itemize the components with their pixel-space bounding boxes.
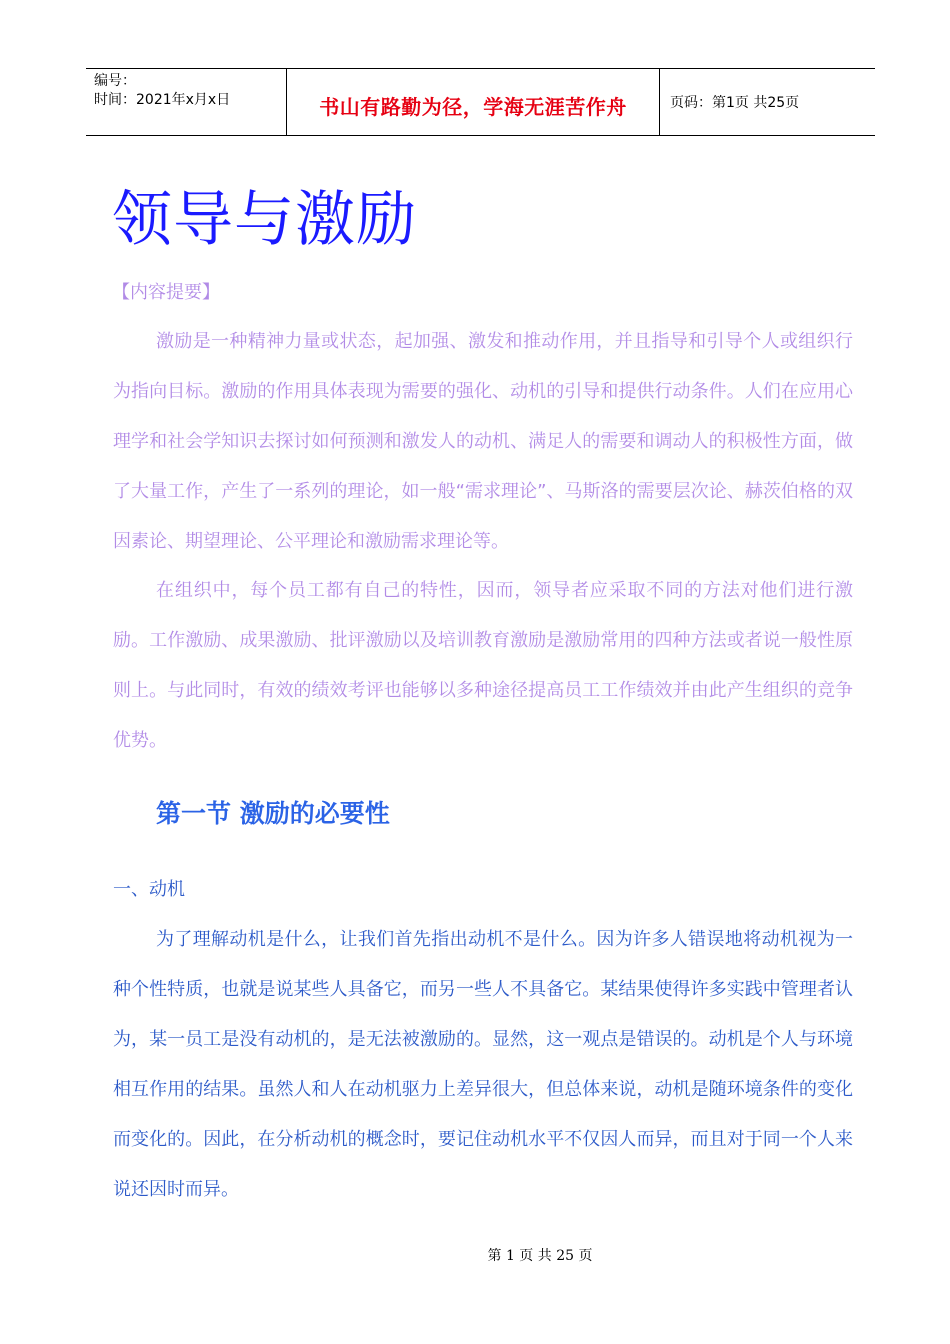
section-title: 第一节 激励的必要性 <box>156 799 390 828</box>
subsection-heading: 一、动机 <box>113 879 185 900</box>
summary-paragraph-1: 激励是一种精神力量或状态，起加强、激发和推动作用，并且指导和引导个人或组织行为指向目标。激励的作用具体表现为需要的强化、动机的引导和提供行动条件。人们在应用心理学和社会学知识去探讨如何预测和激发人的动机、满足人的需要和调动人的积极性方面，做了大量工作，产生了一系列的理论，如一般“需求理论”、马斯洛的需要层次论、赫茨伯格的双因素论、期望理论、公平理论和激励需求理论等。 <box>113 331 853 552</box>
document-time-label: 时间：2021年x月x日 <box>94 92 231 108</box>
summary-label: 【内容提要】 <box>112 282 220 303</box>
header-middle-cell <box>286 69 660 135</box>
summary-paragraph-2: 在组织中，每个员工都有自己的特性，因而，领导者应采取不同的方法对他们进行激励。工作激励、成果激励、批评激励以及培训教育激励是激励常用的四种方法或者说一般性原则上。与此同时，有效的绩效考评也能够以多种途径提高员工工作绩效并由此产生组织的竞争优势。 <box>113 580 853 751</box>
header-page-info: 页码：第1页 共25页 <box>670 95 800 111</box>
header-right-cell <box>660 69 875 135</box>
motive-paragraph: 为了理解动机是什么，让我们首先指出动机不是什么。因为许多人错误地将动机视为一种个性特质，也就是说某些人具备它，而另一些人不具备它。某结果使得许多实践中管理者认为，某一员工是没有动机的，是无法被激励的。显然，这一观点是错误的。动机是个人与环境相互作用的结果。虽然人和人在动机驱力上差异很大，但总体来说，动机是随环境条件的变化而变化的。因此，在分析动机的概念时，要记住动机水平不仅因人而异，而且对于同一个人来说还因时而异。 <box>113 929 853 1200</box>
header-table <box>86 68 875 136</box>
page-footer: 第 1 页 共 25 页 <box>487 1248 593 1264</box>
header-left-cell <box>86 69 286 135</box>
document-title: 领导与激励 <box>112 185 417 255</box>
document-id-label: 编号： <box>94 73 136 89</box>
header-motto: 书山有路勤为径，学海无涯苦作舟 <box>319 95 627 119</box>
